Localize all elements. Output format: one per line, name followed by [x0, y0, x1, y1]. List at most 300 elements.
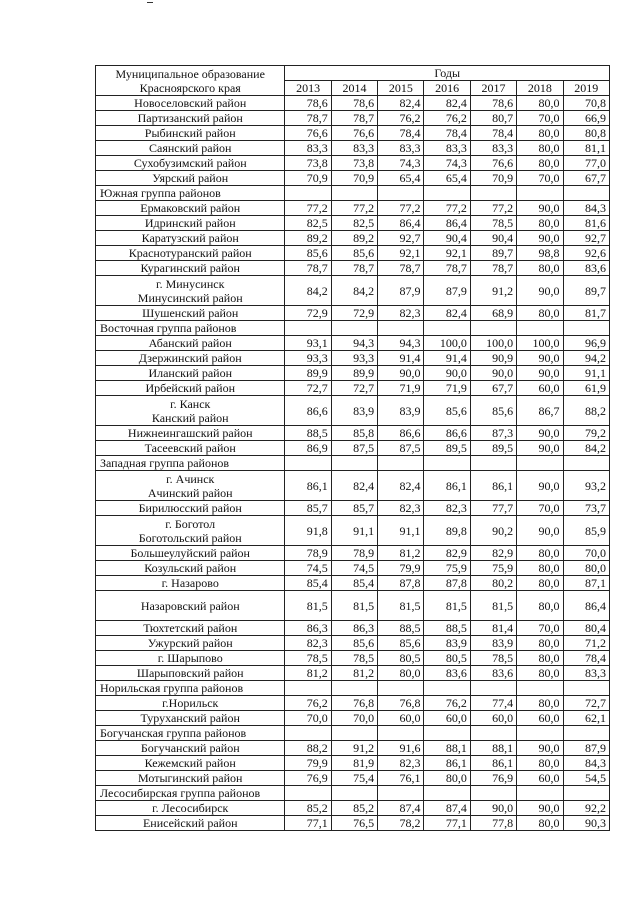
empty-cell — [424, 681, 470, 696]
value-cell: 67,7 — [563, 171, 609, 186]
value-cell: 78,7 — [285, 261, 331, 276]
value-cell: 86,1 — [424, 471, 470, 501]
value-cell: 83,9 — [470, 636, 516, 651]
value-cell: 85,7 — [285, 501, 331, 516]
municipality-name — [96, 171, 285, 186]
value-cell: 86,4 — [424, 216, 470, 231]
value-cell: 92,2 — [563, 801, 609, 816]
value-cell: 60,0 — [517, 771, 563, 786]
value-cell: 88,2 — [285, 741, 331, 756]
value-cell: 90,0 — [517, 231, 563, 246]
value-cell: 75,9 — [424, 561, 470, 576]
value-cell: 87,4 — [378, 801, 424, 816]
value-cell: 82,5 — [331, 216, 377, 231]
table-row — [96, 96, 610, 111]
value-cell: 76,2 — [285, 696, 331, 711]
value-cell: 78,4 — [563, 651, 609, 666]
value-cell: 92,1 — [378, 246, 424, 261]
value-cell: 78,7 — [378, 261, 424, 276]
value-cell: 86,4 — [378, 216, 424, 231]
municipality-name-line1: Курагинский район — [140, 261, 240, 275]
municipality-name — [96, 771, 285, 786]
table-row — [96, 351, 610, 366]
value-cell: 89,5 — [424, 441, 470, 456]
municipality-name — [96, 636, 285, 651]
value-cell: 80,0 — [424, 771, 470, 786]
value-cell: 90,0 — [470, 366, 516, 381]
municipality-name-line1: г.Норильск — [162, 696, 219, 710]
value-cell: 72,7 — [285, 381, 331, 396]
empty-cell — [424, 186, 470, 201]
value-cell: 81,2 — [285, 666, 331, 681]
value-cell: 89,7 — [470, 246, 516, 261]
value-cell: 87,8 — [378, 576, 424, 591]
value-cell: 86,6 — [285, 396, 331, 426]
value-cell: 82,9 — [470, 546, 516, 561]
value-cell: 77,2 — [378, 201, 424, 216]
empty-cell — [563, 786, 609, 801]
group-row — [96, 321, 610, 336]
table-row — [96, 246, 610, 261]
municipality-name-line1: Краснотуранский район — [128, 246, 252, 260]
value-cell: 80,7 — [470, 111, 516, 126]
value-cell: 94,3 — [331, 336, 377, 351]
value-cell: 82,9 — [424, 546, 470, 561]
municipality-name-line1: Иланский район — [148, 366, 233, 380]
value-cell: 76,6 — [285, 126, 331, 141]
value-cell: 76,5 — [331, 816, 377, 831]
table-row — [96, 201, 610, 216]
value-cell: 85,6 — [331, 636, 377, 651]
value-cell: 98,8 — [517, 246, 563, 261]
value-cell: 73,8 — [285, 156, 331, 171]
value-cell: 74,5 — [331, 561, 377, 576]
value-cell: 90,0 — [517, 426, 563, 441]
municipality-name — [96, 351, 285, 366]
table-row — [96, 306, 610, 321]
value-cell: 91,6 — [378, 741, 424, 756]
municipality-name — [96, 546, 285, 561]
value-cell: 80,2 — [470, 576, 516, 591]
value-cell: 85,2 — [331, 801, 377, 816]
table-row — [96, 231, 610, 246]
empty-cell — [285, 321, 331, 336]
empty-cell — [378, 456, 424, 471]
table-row — [96, 636, 610, 651]
value-cell: 94,2 — [563, 351, 609, 366]
value-cell: 100,0 — [470, 336, 516, 351]
value-cell: 72,7 — [331, 381, 377, 396]
value-cell: 88,5 — [285, 426, 331, 441]
value-cell: 86,7 — [517, 396, 563, 426]
value-cell: 85,6 — [285, 246, 331, 261]
value-cell: 60,0 — [517, 711, 563, 726]
table-row — [96, 261, 610, 276]
value-cell: 87,5 — [331, 441, 377, 456]
value-cell: 90,3 — [563, 816, 609, 831]
table-row — [96, 171, 610, 186]
value-cell: 76,9 — [285, 771, 331, 786]
value-cell: 87,3 — [470, 426, 516, 441]
value-cell: 66,9 — [563, 111, 609, 126]
value-cell: 76,6 — [470, 156, 516, 171]
value-cell: 76,8 — [331, 696, 377, 711]
data-table — [95, 65, 610, 831]
value-cell: 85,6 — [378, 636, 424, 651]
table-row — [96, 276, 610, 306]
value-cell: 80,0 — [517, 156, 563, 171]
value-cell: 80,0 — [517, 261, 563, 276]
table-row — [96, 741, 610, 756]
municipality-name — [96, 426, 285, 441]
value-cell: 70,0 — [285, 711, 331, 726]
municipality-name-line1: Идринский район — [144, 216, 236, 230]
group-label: Норильская группа районов — [96, 681, 285, 696]
year-header-cell: 2014 — [331, 81, 377, 96]
value-cell: 87,5 — [378, 441, 424, 456]
table-row — [96, 576, 610, 591]
table-row — [96, 696, 610, 711]
value-cell: 60,0 — [470, 711, 516, 726]
municipality-name-line1: г. Канск — [170, 396, 211, 411]
value-cell: 83,9 — [378, 396, 424, 426]
municipality-name — [96, 576, 285, 591]
value-cell: 70,0 — [563, 546, 609, 561]
value-cell: 80,4 — [563, 621, 609, 636]
empty-cell — [517, 456, 563, 471]
empty-cell — [285, 456, 331, 471]
value-cell: 70,0 — [517, 501, 563, 516]
value-cell: 84,3 — [563, 756, 609, 771]
municipality-name-line1: Тюхтетский район — [143, 621, 238, 635]
value-cell: 82,3 — [378, 306, 424, 321]
value-cell: 80,0 — [517, 126, 563, 141]
empty-cell — [331, 186, 377, 201]
municipality-name — [96, 501, 285, 516]
table-row — [96, 771, 610, 786]
table-row — [96, 711, 610, 726]
municipality-header-line2: Красноярского края — [139, 80, 241, 95]
value-cell: 77,2 — [424, 201, 470, 216]
municipality-name-line1: Назаровский район — [140, 598, 240, 613]
value-cell: 78,9 — [331, 546, 377, 561]
value-cell: 78,5 — [470, 651, 516, 666]
value-cell: 86,3 — [285, 621, 331, 636]
table-row — [96, 816, 610, 831]
table-row — [96, 216, 610, 231]
top-mark — [147, 2, 153, 3]
empty-cell — [470, 321, 516, 336]
value-cell: 90,0 — [517, 801, 563, 816]
value-cell: 96,9 — [563, 336, 609, 351]
municipality-name-line1: Каратузский район — [141, 231, 239, 245]
value-cell: 90,0 — [470, 801, 516, 816]
value-cell: 80,0 — [517, 591, 563, 621]
empty-cell — [424, 321, 470, 336]
empty-cell — [285, 726, 331, 741]
value-cell: 94,3 — [378, 336, 424, 351]
value-cell: 80,5 — [378, 651, 424, 666]
value-cell: 77,2 — [331, 201, 377, 216]
value-cell: 78,9 — [285, 546, 331, 561]
empty-cell — [470, 681, 516, 696]
value-cell: 79,9 — [285, 756, 331, 771]
value-cell: 80,0 — [517, 696, 563, 711]
value-cell: 89,9 — [285, 366, 331, 381]
empty-cell — [378, 321, 424, 336]
value-cell: 80,0 — [517, 96, 563, 111]
municipality-name — [96, 246, 285, 261]
value-cell: 87,9 — [424, 276, 470, 306]
municipality-name — [96, 156, 285, 171]
value-cell: 90,2 — [470, 516, 516, 546]
value-cell: 81,2 — [331, 666, 377, 681]
year-header-cell: 2018 — [517, 81, 563, 96]
table-row — [96, 396, 610, 426]
value-cell: 83,3 — [424, 141, 470, 156]
value-cell: 79,9 — [378, 561, 424, 576]
years-header: Годы — [285, 66, 610, 81]
value-cell: 89,8 — [424, 516, 470, 546]
municipality-name — [96, 276, 285, 306]
municipality-name-line1: г. Боготол — [165, 516, 216, 531]
municipality-name-line2: Канский район — [151, 410, 229, 425]
table-row — [96, 801, 610, 816]
empty-cell — [563, 726, 609, 741]
value-cell: 91,2 — [470, 276, 516, 306]
value-cell: 78,7 — [331, 111, 377, 126]
municipality-name — [96, 381, 285, 396]
value-cell: 89,5 — [470, 441, 516, 456]
empty-cell — [331, 321, 377, 336]
empty-cell — [563, 186, 609, 201]
value-cell: 83,6 — [563, 261, 609, 276]
table-row — [96, 621, 610, 636]
value-cell: 80,0 — [517, 546, 563, 561]
table-row — [96, 546, 610, 561]
value-cell: 75,9 — [470, 561, 516, 576]
table-row — [96, 426, 610, 441]
empty-cell — [424, 786, 470, 801]
table-row — [96, 516, 610, 546]
value-cell: 77,7 — [470, 501, 516, 516]
value-cell: 80,0 — [517, 306, 563, 321]
value-cell: 83,3 — [285, 141, 331, 156]
value-cell: 86,6 — [378, 426, 424, 441]
value-cell: 82,5 — [285, 216, 331, 231]
municipality-name-line1: Туруханский район — [140, 711, 240, 725]
value-cell: 92,7 — [563, 231, 609, 246]
value-cell: 77,1 — [285, 816, 331, 831]
empty-cell — [285, 681, 331, 696]
municipality-name-line1: Бирилюсский район — [138, 501, 242, 515]
municipality-name-line2: Минусинский район — [137, 290, 243, 305]
value-cell: 91,8 — [285, 516, 331, 546]
municipality-name-line1: Саянский район — [149, 141, 232, 155]
value-cell: 65,4 — [424, 171, 470, 186]
value-cell: 62,1 — [563, 711, 609, 726]
value-cell: 80,5 — [424, 651, 470, 666]
municipality-name-line1: Ермаковский район — [140, 201, 241, 215]
empty-cell — [331, 681, 377, 696]
value-cell: 87,8 — [424, 576, 470, 591]
value-cell: 78,4 — [424, 126, 470, 141]
municipality-name — [96, 201, 285, 216]
empty-cell — [517, 186, 563, 201]
value-cell: 90,0 — [517, 201, 563, 216]
value-cell: 85,4 — [331, 576, 377, 591]
value-cell: 82,4 — [424, 96, 470, 111]
value-cell: 78,4 — [470, 126, 516, 141]
value-cell: 81,4 — [470, 621, 516, 636]
value-cell: 76,1 — [378, 771, 424, 786]
municipality-name — [96, 471, 285, 501]
empty-cell — [378, 726, 424, 741]
value-cell: 89,9 — [331, 366, 377, 381]
value-cell: 60,0 — [424, 711, 470, 726]
table-row — [96, 561, 610, 576]
value-cell: 76,8 — [378, 696, 424, 711]
year-header-cell: 2017 — [470, 81, 516, 96]
municipality-name — [96, 306, 285, 321]
value-cell: 72,7 — [563, 696, 609, 711]
value-cell: 82,3 — [424, 501, 470, 516]
value-cell: 83,9 — [424, 636, 470, 651]
value-cell: 87,9 — [563, 741, 609, 756]
empty-cell — [331, 456, 377, 471]
value-cell: 82,4 — [424, 306, 470, 321]
value-cell: 70,8 — [563, 96, 609, 111]
value-cell: 81,7 — [563, 306, 609, 321]
value-cell: 85,7 — [331, 501, 377, 516]
value-cell: 72,9 — [331, 306, 377, 321]
table-body — [96, 96, 610, 831]
municipality-name — [96, 516, 285, 546]
municipality-name-line1: Шушенский район — [142, 306, 239, 320]
value-cell: 93,2 — [563, 471, 609, 501]
value-cell: 85,6 — [470, 396, 516, 426]
municipality-name-line2: Боготольский район — [138, 530, 242, 545]
value-cell: 76,2 — [424, 696, 470, 711]
year-header-cell: 2019 — [563, 81, 609, 96]
municipality-name — [96, 741, 285, 756]
value-cell: 80,0 — [517, 666, 563, 681]
value-cell: 79,2 — [563, 426, 609, 441]
value-cell: 81,5 — [424, 591, 470, 621]
value-cell: 81,5 — [331, 591, 377, 621]
value-cell: 77,1 — [424, 816, 470, 831]
year-header-cell: 2016 — [424, 81, 470, 96]
municipality-name-line1: Богучанский район — [140, 741, 240, 755]
municipality-name-line1: г. Ачинск — [166, 471, 215, 486]
empty-cell — [285, 186, 331, 201]
municipality-name — [96, 756, 285, 771]
value-cell: 78,5 — [470, 216, 516, 231]
municipality-name-line1: г. Шарыпово — [157, 651, 223, 665]
value-cell: 83,9 — [331, 396, 377, 426]
value-cell: 83,3 — [331, 141, 377, 156]
value-cell: 81,6 — [563, 216, 609, 231]
value-cell: 91,4 — [378, 351, 424, 366]
table-row — [96, 141, 610, 156]
value-cell: 78,6 — [470, 96, 516, 111]
value-cell: 90,0 — [517, 741, 563, 756]
empty-cell — [563, 456, 609, 471]
value-cell: 80,0 — [517, 756, 563, 771]
municipality-name — [96, 261, 285, 276]
table-row — [96, 441, 610, 456]
value-cell: 76,9 — [470, 771, 516, 786]
value-cell: 81,2 — [378, 546, 424, 561]
group-label: Богучанская группа районов — [96, 726, 285, 741]
value-cell: 92,6 — [563, 246, 609, 261]
value-cell: 70,0 — [517, 111, 563, 126]
value-cell: 78,4 — [378, 126, 424, 141]
empty-cell — [470, 726, 516, 741]
group-row — [96, 456, 610, 471]
value-cell: 86,1 — [470, 756, 516, 771]
table-row — [96, 651, 610, 666]
municipality-name — [96, 96, 285, 111]
value-cell: 81,5 — [378, 591, 424, 621]
value-cell: 86,4 — [563, 591, 609, 621]
value-cell: 78,5 — [331, 651, 377, 666]
value-cell: 78,5 — [285, 651, 331, 666]
value-cell: 90,0 — [517, 441, 563, 456]
value-cell: 72,9 — [285, 306, 331, 321]
value-cell: 86,9 — [285, 441, 331, 456]
group-row — [96, 726, 610, 741]
year-header-cell: 2013 — [285, 81, 331, 96]
value-cell: 83,6 — [470, 666, 516, 681]
value-cell: 54,5 — [563, 771, 609, 786]
value-cell: 100,0 — [517, 336, 563, 351]
value-cell: 81,5 — [470, 591, 516, 621]
empty-cell — [378, 186, 424, 201]
value-cell: 84,2 — [563, 441, 609, 456]
municipality-name — [96, 561, 285, 576]
value-cell: 80,0 — [517, 216, 563, 231]
group-row — [96, 681, 610, 696]
municipality-name-line1: Козульский район — [144, 561, 237, 575]
table-row — [96, 756, 610, 771]
value-cell: 78,7 — [470, 261, 516, 276]
value-cell: 82,3 — [285, 636, 331, 651]
municipality-name-line1: Сухобузимский район — [133, 156, 247, 170]
year-header-cell: 2015 — [378, 81, 424, 96]
value-cell: 85,2 — [285, 801, 331, 816]
municipality-name-line1: г. Назарово — [161, 576, 219, 590]
value-cell: 83,3 — [563, 666, 609, 681]
value-cell: 61,9 — [563, 381, 609, 396]
value-cell: 77,2 — [285, 201, 331, 216]
municipality-name-line1: Рыбинский район — [144, 126, 236, 140]
value-cell: 87,4 — [424, 801, 470, 816]
group-row — [96, 186, 610, 201]
group-label: Лесосибирская группа районов — [96, 786, 285, 801]
municipality-name — [96, 801, 285, 816]
value-cell: 76,2 — [378, 111, 424, 126]
value-cell: 78,6 — [331, 96, 377, 111]
table-row — [96, 501, 610, 516]
value-cell: 90,0 — [424, 366, 470, 381]
municipality-name-line1: г. Минусинск — [156, 276, 225, 291]
municipality-name-line1: Нижнеингашский район — [127, 426, 253, 440]
value-cell: 77,8 — [470, 816, 516, 831]
value-cell: 74,5 — [285, 561, 331, 576]
empty-cell — [517, 726, 563, 741]
group-label: Южная группа районов — [96, 186, 285, 201]
